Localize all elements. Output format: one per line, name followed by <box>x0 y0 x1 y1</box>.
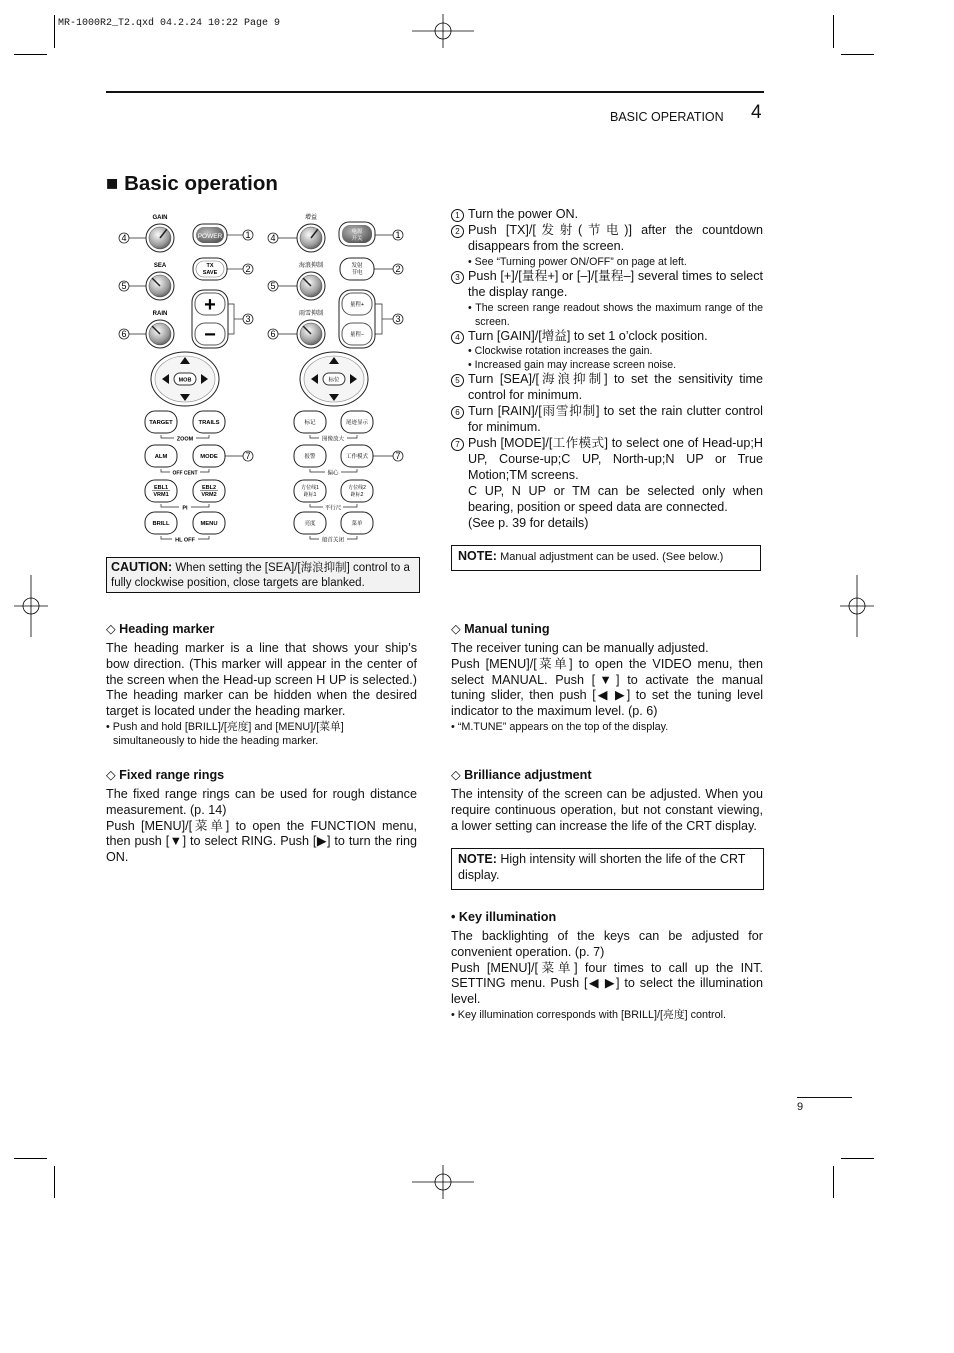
step-number: 6 <box>451 406 464 419</box>
caution-label: CAUTION: <box>111 560 173 574</box>
callout-1: 1 <box>245 230 251 240</box>
step-text: Push [MODE]/[工作模式] to select one of Head-up;H UP, Course-up;C UP, North-up;N UP or True Motion;TM screens. <box>468 436 763 482</box>
caution-text: When setting the [SEA]/[海浪抑制] control to a fully clockwise position, close targets are blanked. <box>111 562 410 589</box>
heading-marker-section <box>106 621 417 749</box>
fixed-rings-section <box>106 767 417 866</box>
key-illumination-section <box>451 910 763 1022</box>
key-illumination-bullet: • Key illumination corresponds with [BRILL]/[亮度] control. <box>451 1008 727 1021</box>
note-text: Manual adjustment can be used. (See below.) <box>500 551 724 563</box>
caution-box <box>106 557 420 593</box>
power-cn-2: 开关 <box>351 236 363 242</box>
vrm1-label: VRM1 <box>153 492 169 498</box>
target-cn: 标记 <box>304 420 316 426</box>
step-7 <box>451 436 763 531</box>
step-2 <box>451 223 763 269</box>
title-text: Basic operation <box>124 172 278 195</box>
brill-cn: 亮度 <box>304 521 316 527</box>
menu-cn: 菜单 <box>351 521 363 527</box>
gain-label-en: GAIN <box>152 215 168 221</box>
ebl2-cn-1: 方位线2 <box>348 485 366 491</box>
step-3 <box>451 269 763 329</box>
note-label: NOTE: <box>458 549 497 563</box>
rain-label-cn: 雨雪抑制 <box>298 311 324 317</box>
step-extra: (See p. 39 for details) <box>468 515 589 530</box>
step-6 <box>451 404 763 436</box>
step-number: 4 <box>451 331 464 344</box>
key-illumination-title: • Key illumination <box>451 910 557 924</box>
power-cn-1: 电源 <box>351 229 363 235</box>
manual-tuning-body-1: The receiver tuning can be manually adjusted. <box>451 641 709 655</box>
callout-1-cn: 1 <box>395 230 401 240</box>
footer-rule <box>797 1097 852 1098</box>
step-extra: C UP, N UP or TM can be selected only when bearing, position or speed data are connected. <box>468 483 763 514</box>
step-text: Push [TX]/[发射(节电)] after the countdown disappears from the screen. <box>468 222 763 253</box>
callout-7-cn: 7 <box>395 451 401 461</box>
hl-off-cn: 船首关闭 <box>321 537 345 544</box>
ebl2-vrm2-key[interactable] <box>193 480 225 502</box>
key-illumination-body-2: Push [MENU]/[菜单] four times to call up the INT. SETTING menu. Push [◀ ▶] to select the illumination level. <box>451 960 763 1007</box>
fixed-rings-body-1: The fixed range rings can be used for rough distance measurement. (p. 14) <box>106 787 417 817</box>
step-bullet: • The screen range readout shows the maximum range of the screen. <box>468 301 763 328</box>
chinese-panel <box>268 213 403 544</box>
callout-3: 3 <box>245 314 251 324</box>
page-title <box>106 172 278 196</box>
callout-2-cn: 2 <box>395 264 401 274</box>
step-number: 2 <box>451 225 464 238</box>
callout-6-cn: 6 <box>270 329 276 339</box>
step-text: Push [+]/[量程+] or [–]/[量程–] several times to select the display range. <box>468 268 763 299</box>
note2-label: NOTE: <box>458 852 497 866</box>
trails-label: TRAILS <box>198 420 220 426</box>
manual-tuning-section <box>451 621 763 734</box>
section-title: BASIC OPERATION <box>610 110 724 124</box>
file-slug: MR-1000R2_T2.qxd 04.2.24 10:22 Page 9 <box>58 18 281 29</box>
chapter-number: 4 <box>751 102 762 123</box>
step-number: 7 <box>451 438 464 451</box>
sea-label-en: SEA <box>153 263 167 269</box>
target-label: TARGET <box>149 420 173 426</box>
callout-5-cn: 5 <box>270 281 276 291</box>
ebl1-label: EBL1 <box>153 485 169 491</box>
note-box-brilliance <box>451 848 764 890</box>
ebl1-cn-2: 距标1 <box>303 492 317 498</box>
heading-marker-body: The heading marker is a line that shows your ship’s bow direction. (This marker will appear in the center of the screen when the Head-up screen H UP is selected.) The heading marker can be hidden when the desired target is located under the heading marker. <box>106 641 417 719</box>
tx-cn-2: 节电 <box>351 270 363 276</box>
manual-tuning-bullet: • “M.TUNE” appears on the top of the display. <box>451 720 669 733</box>
plus-cn: 量程+ <box>349 302 365 308</box>
ebl1-cn-1: 方位线1 <box>301 485 319 491</box>
gain-label-cn: 增益 <box>304 215 318 221</box>
sea-label-cn: 海浪抑制 <box>298 263 324 269</box>
off-cent-cn: 偏心 <box>327 470 339 477</box>
note-box-manual <box>451 545 761 571</box>
step-number: 5 <box>451 374 464 387</box>
header-rule <box>106 91 764 93</box>
heading-marker-title: ◇ Heading marker <box>106 622 215 636</box>
step-bullet: • Clockwise rotation increases the gain. <box>468 345 653 358</box>
step-4 <box>451 329 763 373</box>
ebl2-label: EBL2 <box>201 485 217 491</box>
tx-cn-1: 发射 <box>351 263 363 269</box>
mob-label: MOB <box>178 377 192 384</box>
save-label: SAVE <box>202 270 218 276</box>
callout-2: 2 <box>245 264 251 274</box>
step-bullet: • Increased gain may increase screen noise. <box>468 359 677 372</box>
page-number: 9 <box>797 1101 804 1113</box>
rain-label-en: RAIN <box>152 311 168 317</box>
step-text: Turn [SEA]/[海浪抑制] to set the sensitivity time control for minimum. <box>468 372 763 403</box>
power-key-label: POWER <box>197 233 223 240</box>
off-cent-label: OFF CENT <box>172 470 198 477</box>
minus-cn: 量程− <box>349 332 365 338</box>
brilliance-title: ◇ Brilliance adjustment <box>451 768 592 782</box>
brilliance-section <box>451 767 763 834</box>
ebl1-vrm1-key[interactable] <box>145 480 177 502</box>
ebl1-key-cn[interactable] <box>294 480 326 502</box>
step-text: Turn the power ON. <box>468 207 579 221</box>
callout-5: 5 <box>121 281 127 291</box>
zoom-cn: 图像放大 <box>321 436 345 443</box>
steps-list <box>451 207 763 532</box>
trails-cn: 尾迹显示 <box>345 420 369 426</box>
alm-label: ALM <box>154 454 168 460</box>
hl-off-label: HL OFF <box>175 537 195 544</box>
step-bullet: • See “Turning power ON/OFF” on page at left. <box>468 255 687 268</box>
english-panel <box>119 215 253 544</box>
tx-label: TX <box>206 263 214 269</box>
vrm2-label: VRM2 <box>201 492 217 498</box>
pi-cn: 平行尺 <box>324 505 342 512</box>
mob-cn: 标位 <box>328 377 340 384</box>
step-number: 1 <box>451 209 464 222</box>
callout-3-cn: 3 <box>395 314 401 324</box>
callout-4: 4 <box>121 233 127 243</box>
brilliance-body: The intensity of the screen can be adjusted. When you require continuous operation, but not constant viewing, a lower setting can increase the life of the CRT display. <box>451 787 763 833</box>
callout-6: 6 <box>121 329 127 339</box>
step-text: Turn [GAIN]/[增益] to set 1 o’clock position. <box>468 328 708 343</box>
heading-marker-bullet: • Push and hold [BRILL]/[亮度] and [MENU]/[菜单] simultaneously to hide the heading marker. <box>106 720 344 748</box>
ebl2-key-cn[interactable] <box>341 480 373 502</box>
manual-tuning-title: ◇ Manual tuning <box>451 622 550 636</box>
fixed-rings-body-2: Push [MENU]/[菜单] to open the FUNCTION menu, then push [▼] to select RING. Push [▶] to turn the ring ON. <box>106 818 417 865</box>
zoom-label: ZOOM <box>176 436 194 443</box>
brill-label: BRILL <box>152 521 170 527</box>
manual-tuning-body-2: Push [MENU]/[菜单] to open the VIDEO menu, then select MANUAL. Push [▼] to activate the manual tuning slider, then push [◀ ▶] to set the tuning level indicator to the maximum level. (p. 6) <box>451 656 763 719</box>
fixed-rings-title: ◇ Fixed range rings <box>106 768 225 782</box>
menu-label: MENU <box>200 521 218 527</box>
mode-cn: 工作模式 <box>345 454 369 460</box>
step-5 <box>451 372 763 404</box>
step-text: Turn [RAIN]/[雨雪抑制] to set the rain clutter control for minimum. <box>468 404 763 435</box>
alm-cn: 报警 <box>304 454 316 460</box>
ebl2-cn-2: 距标2 <box>350 492 364 498</box>
pi-label: PI <box>182 505 188 512</box>
callout-4-cn: 4 <box>270 233 276 243</box>
note2-text: High intensity will shorten the life of the CRT display. <box>458 852 746 882</box>
key-illumination-body-1: The backlighting of the keys can be adjusted for convenient operation. (p. 7) <box>451 929 763 959</box>
title-marker: ■ <box>106 172 119 195</box>
tx-key-cn[interactable] <box>340 258 374 280</box>
plus-icon: + <box>204 294 216 316</box>
mode-label: MODE <box>200 454 218 460</box>
callout-7: 7 <box>245 451 251 461</box>
control-panel-illustration <box>112 210 412 550</box>
step-number: 3 <box>451 271 464 284</box>
minus-icon: − <box>204 324 216 346</box>
step-1 <box>451 207 763 223</box>
